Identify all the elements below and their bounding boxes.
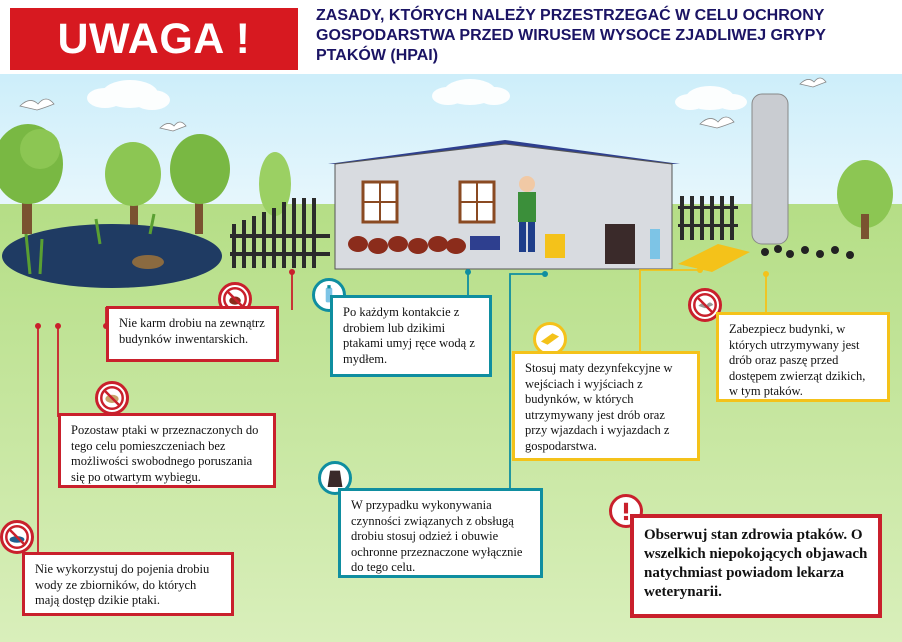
card-disinfection-mats <box>512 351 700 461</box>
card-no-outdoor-feeding <box>106 306 279 362</box>
card-text: Nie karm drobiu na zewnątrz budynków inwentarskich. <box>119 316 265 346</box>
card-text: Nie wykorzystuj do pojenia drobiu wody ze zbiorników, do których mają dostęp dzikie ptaki. <box>35 562 210 607</box>
card-text: Zabezpiecz budynki, w których utrzymywany jest drób oraz paszę przed dostępem zwierząt dzikich, w tym ptaków. <box>729 322 866 398</box>
card-text: W przypadku wykonywania czynności związanych z obsługą drobiu stosuj odzież i obuwie ochronne przeznaczone wyłącznie do tego celu. <box>351 498 523 574</box>
card-text: Pozostaw ptaki w przeznaczonych do tego celu pomieszczeniach bez możliwości swobodnego poruszania się po otwartym wybiegu. <box>71 423 259 484</box>
card-no-wild-water <box>22 552 234 616</box>
card-text: Obserwuj stan zdrowia ptaków. O wszelkich niepokojących objawach natychmiast powiadom lekarza weterynarii. <box>644 527 868 600</box>
hpai-warning-badge: UWAGA ! <box>10 8 298 70</box>
no-free-range-icon <box>95 381 129 415</box>
card-keep-birds-indoors <box>58 413 276 488</box>
card-wash-hands <box>330 295 492 377</box>
card-text: Stosuj maty dezynfekcyjne w wejściach i wyjściach z budynków, w których utrzymywany jest drób oraz przy wjazdach i wyjazdach z gospodarstwa. <box>525 361 673 453</box>
page-title: ZASADY, KTÓRYCH NALEŻY PRZESTRZEGAĆ W CELU OCHRONY GOSPODARSTWA PRZED WIRUSEM WYSOCE ZJADLIWEJ GRYPY PTAKÓW (HPAI) <box>316 7 826 64</box>
sanitizer-bottle-icon <box>650 229 660 259</box>
no-water-icon <box>0 520 34 554</box>
duck-icon <box>132 255 164 269</box>
card-observe-health <box>630 514 882 618</box>
card-secure-buildings <box>716 312 890 402</box>
card-protective-clothing <box>338 488 543 578</box>
boots-icon <box>545 234 565 258</box>
card-text: Po każdym kontakcie z drobiem lub dzikimi ptakami umyj ręce wodą z mydłem. <box>343 305 475 366</box>
silo-icon <box>752 94 788 244</box>
apron-icon <box>605 224 635 264</box>
cage-icon <box>470 236 500 250</box>
pond-icon <box>2 224 222 288</box>
